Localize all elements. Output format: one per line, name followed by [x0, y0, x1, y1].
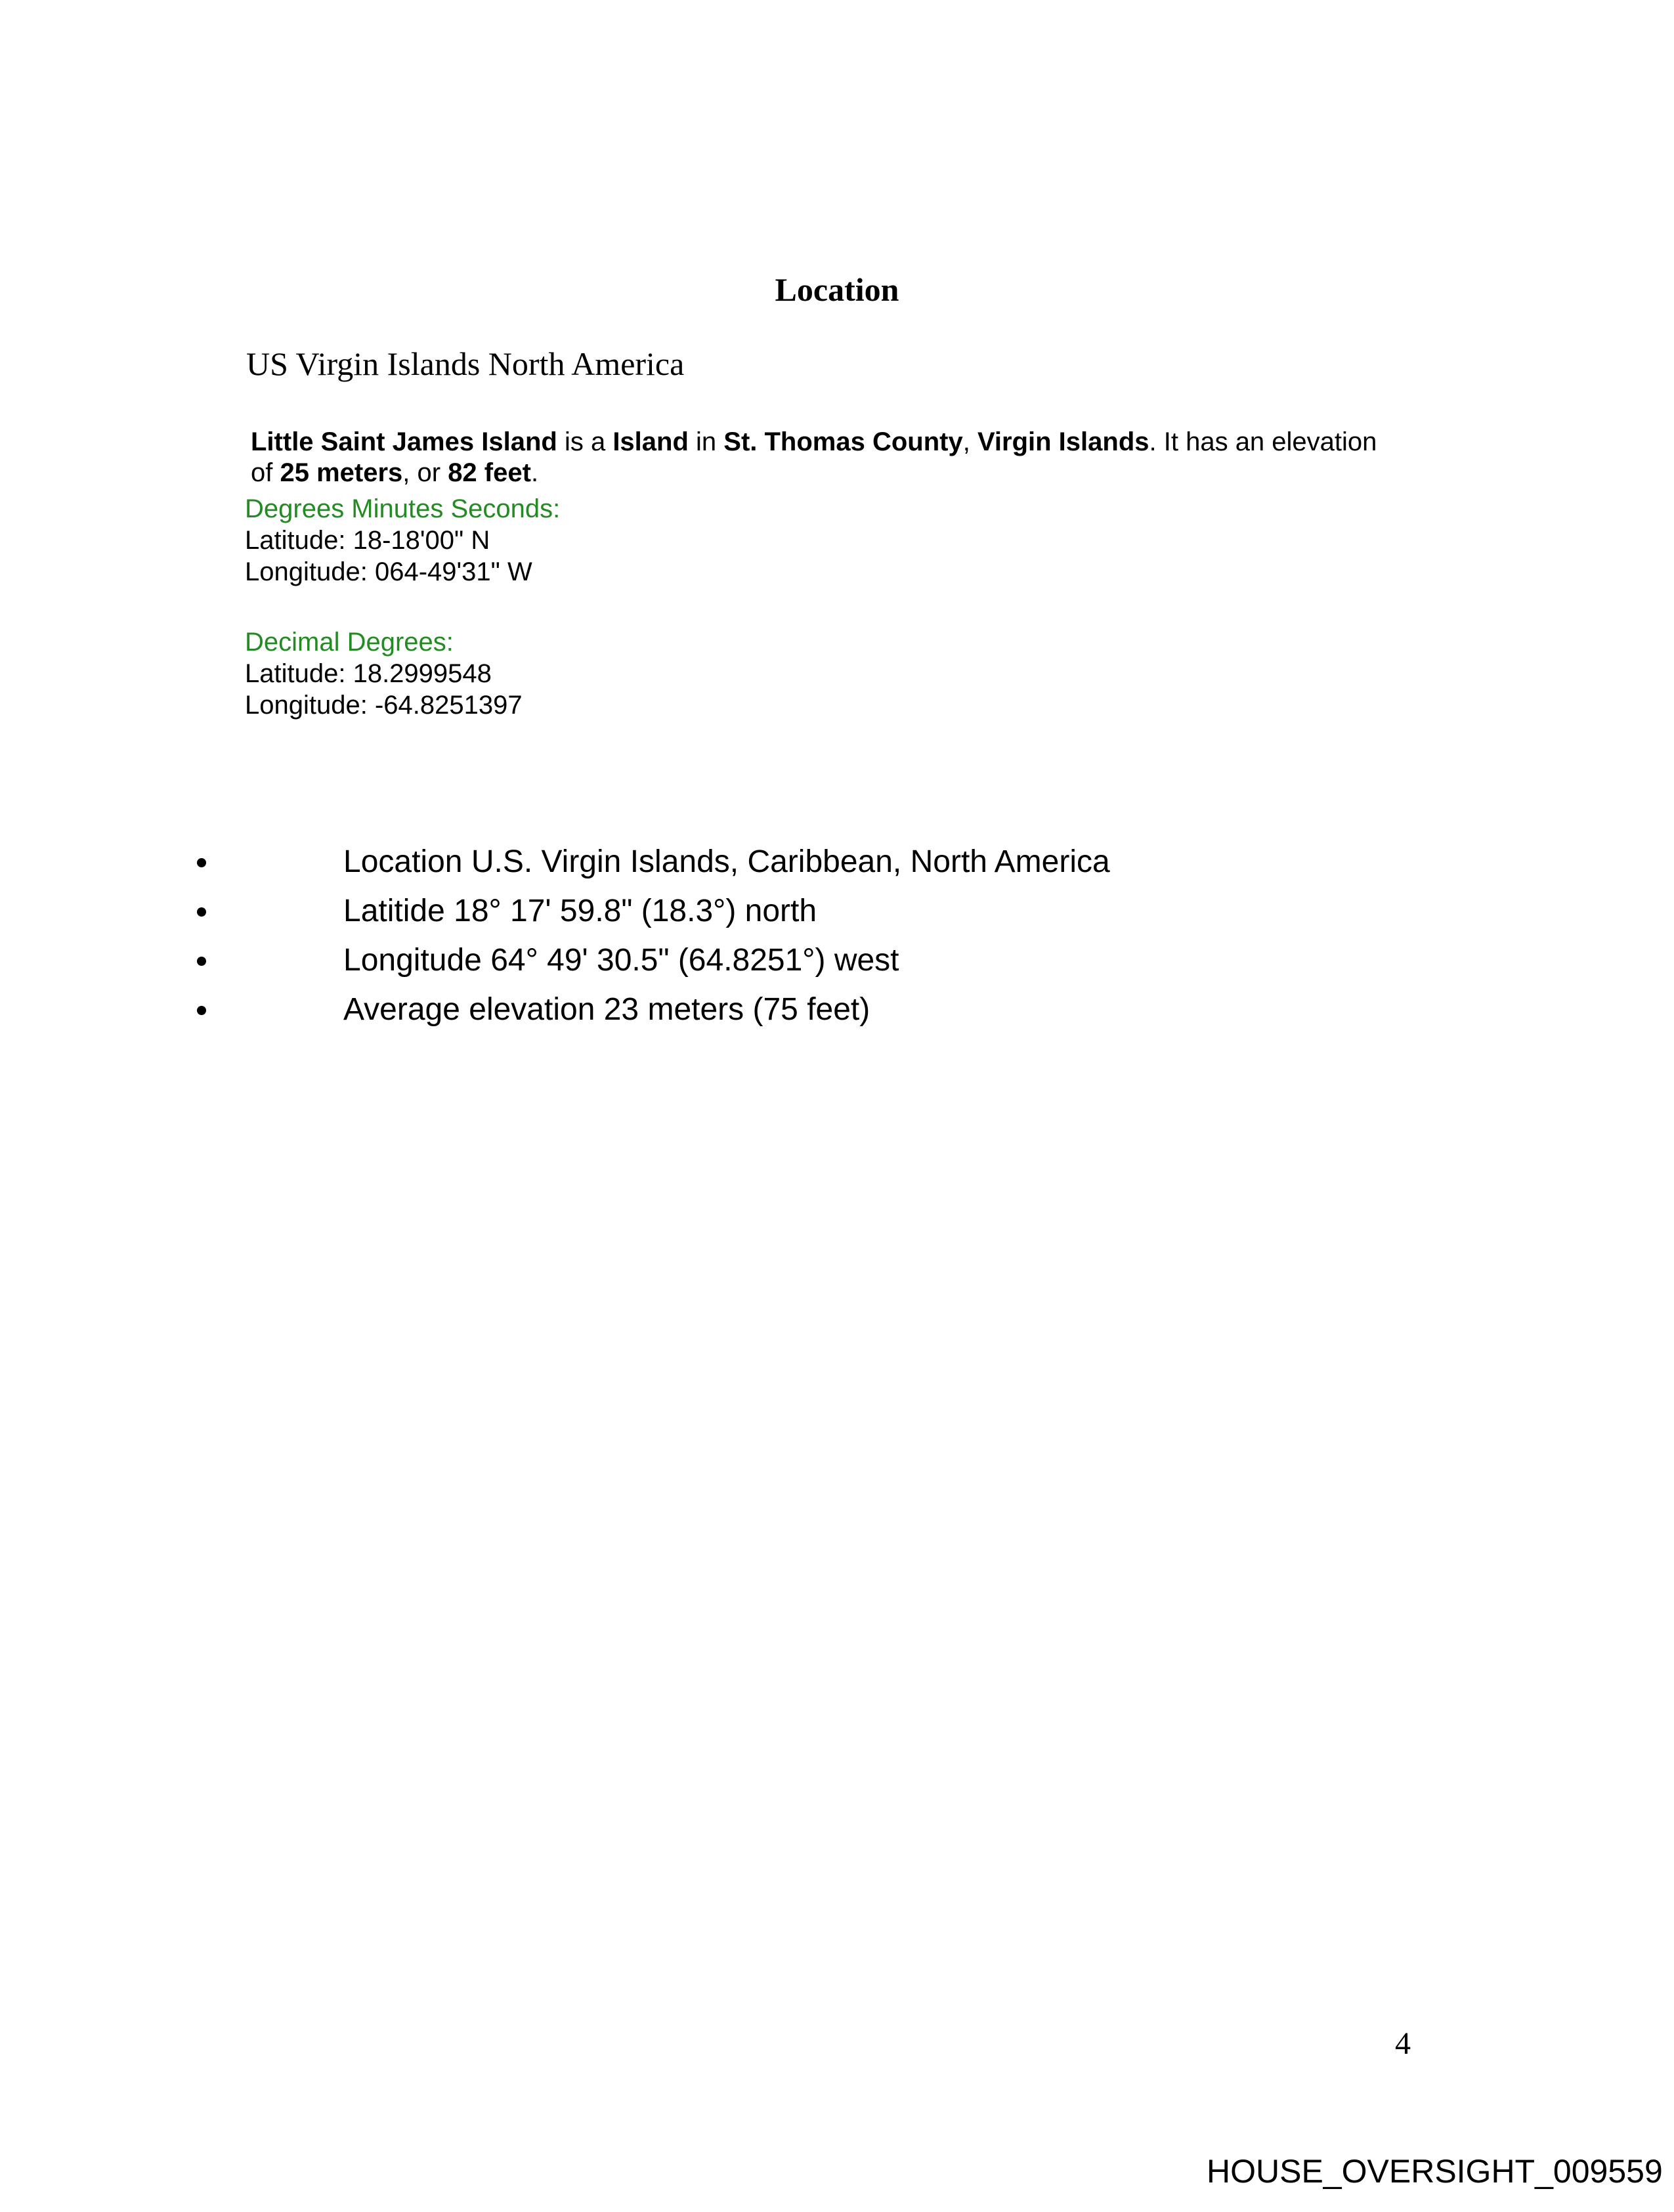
bullet-icon [197, 957, 206, 966]
page-title: Location [775, 271, 899, 308]
list-item-text: Location U.S. Virgin Islands, Caribbean, North America [343, 844, 1110, 879]
para-elevation-meters: 25 meters [280, 458, 403, 487]
para-text: , [962, 427, 977, 456]
list-item-text: Longitude 64° 49' 30.5" (64.8251°) west [343, 943, 899, 978]
bullet-icon [197, 858, 206, 867]
dms-latitude: Latitude: 18-18'00" N [245, 526, 490, 555]
decimal-label: Decimal Degrees: [245, 628, 454, 657]
island-name: Little Saint James Island [251, 427, 557, 456]
para-text: in [688, 427, 724, 456]
decimal-latitude: Latitude: 18.2999548 [245, 659, 492, 688]
bates-footer: HOUSE_OVERSIGHT_009559 [1207, 2153, 1663, 2190]
para-text: , or [402, 458, 448, 487]
dms-longitude: Longitude: 064-49'31" W [245, 557, 532, 586]
decimal-longitude: Longitude: -64.8251397 [245, 691, 523, 720]
para-territory: Virgin Islands [977, 427, 1149, 456]
dms-label: Degrees Minutes Seconds: [245, 494, 561, 523]
para-feature-type: Island [612, 427, 689, 456]
list-item-text: Latitide 18° 17' 59.8" (18.3°) north [343, 894, 817, 928]
para-text: . It has an elevation of [251, 427, 1377, 487]
para-county: St. Thomas County [723, 427, 963, 456]
list-item-text: Average elevation 23 meters (75 feet) [343, 992, 870, 1027]
bullet-icon [197, 1006, 206, 1015]
island-description [251, 427, 1400, 488]
para-text: is a [557, 427, 613, 456]
page-number: 4 [1395, 2026, 1411, 2061]
location-subtitle: US Virgin Islands North America [246, 345, 685, 382]
para-text: . [530, 458, 539, 487]
para-elevation-feet: 82 feet [448, 458, 531, 487]
bullet-icon [197, 907, 206, 917]
